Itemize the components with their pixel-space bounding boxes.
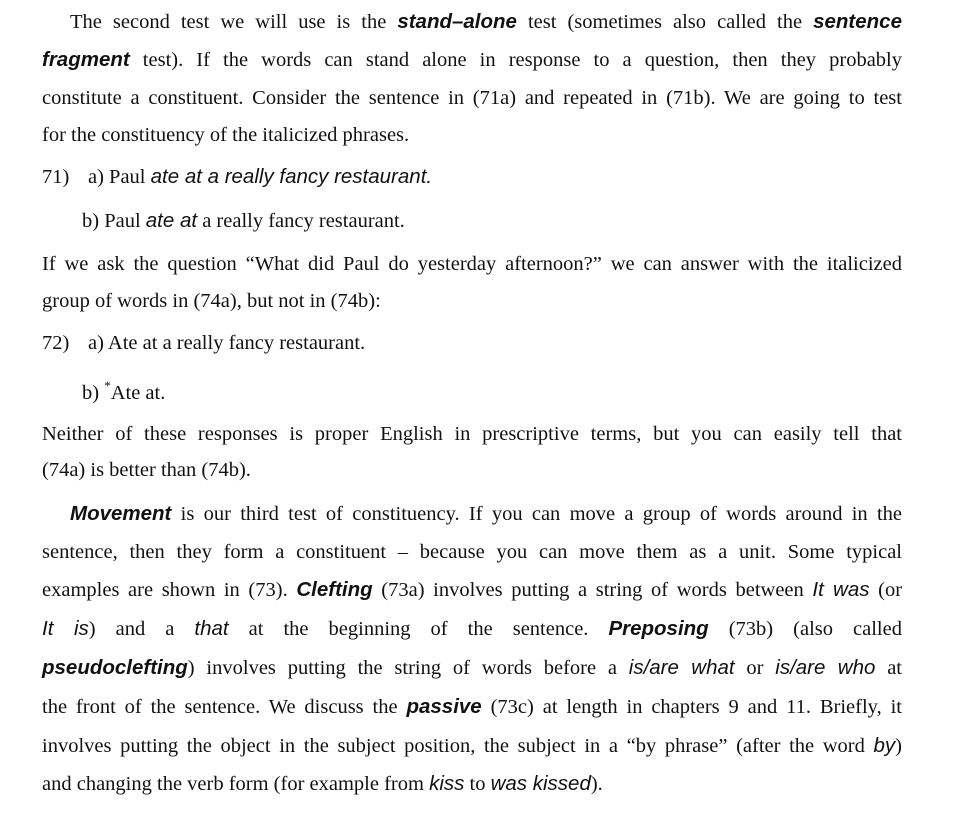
italic-phrase: It is [42, 617, 89, 640]
term-stand-alone: stand–alone [397, 10, 517, 33]
p3-line-2: (74a) is better than (74b). [42, 459, 251, 481]
example-71a [88, 164, 432, 190]
p4-line-1 [70, 501, 902, 527]
example-72-number: 72) [42, 332, 70, 354]
term-movement: Movement [70, 502, 172, 525]
p4-line-7 [42, 733, 902, 759]
term-preposing: Preposing [608, 617, 709, 640]
example-72a: a) Ate at a really fancy restaurant. [88, 332, 366, 354]
p4-line-6 [42, 694, 902, 720]
p4-line-4 [42, 616, 902, 642]
p4-line-3 [42, 577, 902, 603]
text: test (sometimes also called the [516, 11, 814, 33]
text: ) and a [88, 618, 195, 640]
p2-line-1: If we ask the question “What did Paul do yesterday afternoon?” we can answer with the italicized [42, 253, 902, 275]
text: at the beginning of the sentence. [228, 618, 609, 640]
text: (or [869, 579, 903, 601]
text: The second test we will use is the [70, 11, 398, 33]
text: b) [82, 382, 105, 404]
p1-line-2 [42, 47, 902, 73]
term-fragment: fragment [42, 48, 130, 71]
text: ) involves putting the string of words before a [187, 657, 629, 679]
term-passive: passive [406, 695, 482, 718]
text: ) [895, 735, 902, 757]
text: or [734, 657, 776, 679]
text: (73c) at length in chapters 9 and 11. Briefly, it [481, 696, 902, 718]
text: Ate at. [110, 382, 166, 404]
text: to [464, 773, 491, 795]
p2-line-2: group of words in (74a), but not in (74b): [42, 290, 381, 312]
p1-line-3: constitute a constituent. Consider the sentence in (71a) and repeated in (71b). We are going to test [42, 87, 902, 109]
term-sentence: sentence [813, 10, 902, 33]
text: test). If the words can stand alone in response to a question, then they probably [129, 49, 902, 71]
text: a really fancy restaurant. [197, 210, 405, 232]
italic-phrase: that [194, 617, 229, 640]
text: b) Paul [82, 210, 146, 232]
term-pseudoclefting: pseudoclefting [42, 656, 188, 679]
text: a) Paul [88, 166, 151, 188]
example-71-number: 71) [42, 166, 70, 188]
example-71b [82, 208, 405, 234]
italic-phrase: It was [812, 578, 870, 601]
p1-line-1 [70, 9, 902, 35]
italic-phrase: ate at a really fancy restaurant. [150, 165, 433, 188]
italic-phrase: ate at [145, 209, 198, 232]
p4-line-2: sentence, then they form a constituent – because you can move them as a unit. Some typical [42, 541, 902, 563]
text: and changing the verb form (for example from [42, 773, 430, 795]
text: examples are shown in (73). [42, 579, 297, 601]
ungrammatical-star: * [104, 378, 111, 393]
italic-phrase: is/are what [628, 656, 735, 679]
text: is our third test of constituency. If you can move a group of words around in the [171, 503, 902, 525]
example-72b [82, 380, 165, 406]
text: involves putting the object in the subject position, the subject in a “by phrase” (after the word [42, 735, 874, 757]
italic-phrase: kiss [429, 772, 465, 795]
p4-line-8 [42, 771, 902, 797]
p4-line-5 [42, 655, 902, 681]
text: (73b) (also called [708, 618, 902, 640]
text: ). [590, 773, 603, 795]
p1-line-4: for the constituency of the italicized phrases. [42, 124, 410, 146]
italic-phrase: by [873, 734, 896, 757]
text: the front of the sentence. We discuss the [42, 696, 407, 718]
text: at [875, 657, 902, 679]
term-clefting: Clefting [296, 578, 373, 601]
italic-phrase: is/are who [775, 656, 876, 679]
text: (73a) involves putting a string of words between [372, 579, 813, 601]
italic-phrase: was kissed [490, 772, 591, 795]
p3-line-1: Neither of these responses is proper English in prescriptive terms, but you can easily tell that [42, 423, 902, 445]
